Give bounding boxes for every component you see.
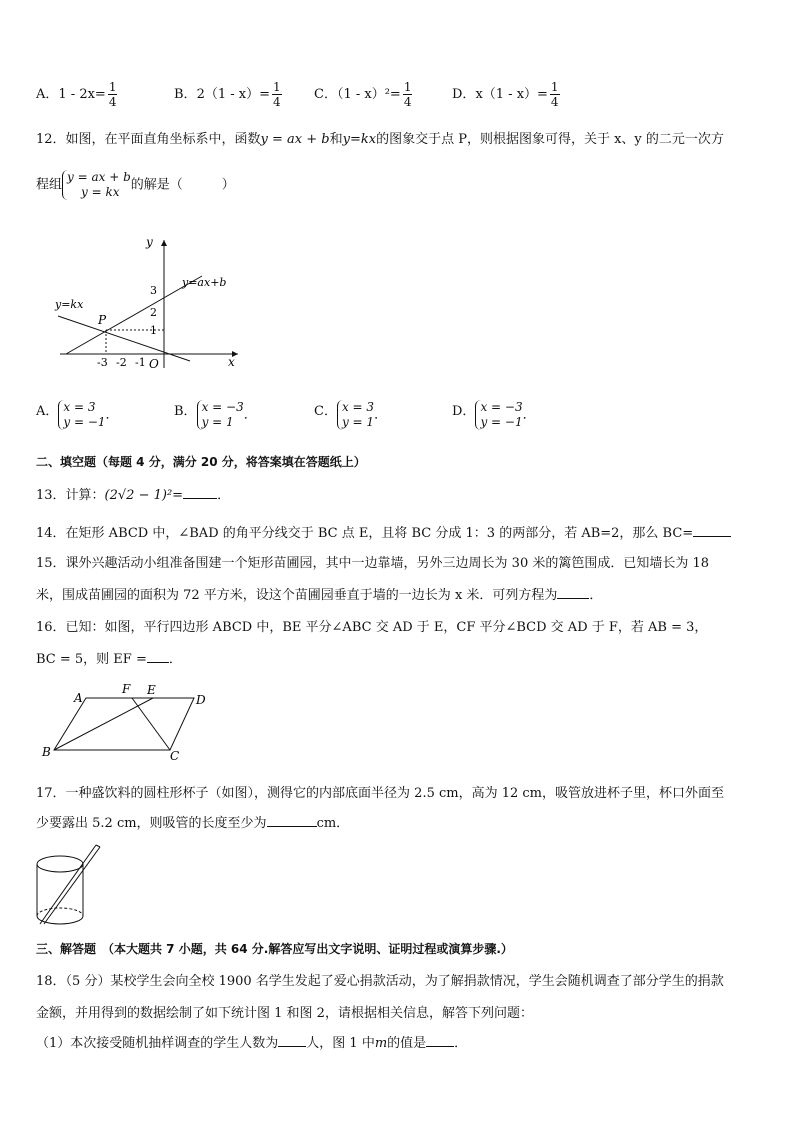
q13-answer-blank[interactable] xyxy=(183,486,217,499)
y-tick-3: 3 xyxy=(150,284,157,297)
x-tick-1: -1 xyxy=(135,356,146,369)
cup-top-ellipse xyxy=(37,856,83,872)
q17-line1: 17．一种盛饮料的圆柱形杯子（如图），测得它的内部底面半径为 2.5 cm，高为 12 cm，吸管放进杯子里，杯口外面至 xyxy=(36,786,725,801)
q17-cup-figure xyxy=(30,840,110,932)
q18-sub1: （1）本次接受随机抽样调查的学生人数为 人，图 1 中m的值是 ． xyxy=(36,1036,468,1051)
q12-option-d: D． x = −3 y = −1 ． xyxy=(452,400,536,429)
straw-edge-2 xyxy=(44,847,100,924)
y-tick-2: 2 xyxy=(150,306,157,319)
y-tick-1: 1 xyxy=(150,324,157,337)
q12-line2: 程组 y = ax + b y = kx 的解是（ ） xyxy=(36,170,235,199)
section3-title: 三、解答题 （本大题共 7 小题，共 64 分.解答应写出文字说明、证明过程或演算步骤.） xyxy=(36,942,513,956)
y-axis-label: y xyxy=(146,235,153,249)
q12-line1: 12．如图，在平面直角坐标系中，函数y = ax + b和y=kx的图象交于点 P，则根据图象可得，关于 x、y 的二元一次方 xyxy=(36,132,724,147)
cup-bottom-front xyxy=(37,916,83,924)
origin-label: O xyxy=(149,357,159,371)
q13: 13．计算：(2√2 − 1)²= ． xyxy=(36,488,231,503)
y-axis-arrow-icon xyxy=(161,240,167,246)
label-d: D xyxy=(196,693,206,707)
q18-line1: 18．（5 分）某校学生会向全校 1900 名学生发起了爱心捐款活动，为了解捐款情况，学生会随机调查了部分学生的捐款 xyxy=(36,974,724,989)
section2-title: 二、填空题（每题 4 分，满分 20 分，将答案填在答题纸上） xyxy=(36,455,366,469)
x-tick-3: -3 xyxy=(97,356,108,369)
q15-answer-blank[interactable] xyxy=(557,586,589,599)
q11-option-a: A．1 - 2x= $\frac{1}{4}$ xyxy=(36,80,117,109)
line-ax-b-label: y=ax+b xyxy=(182,276,227,289)
q14: 14．在矩形 ABCD 中，∠BAD 的角平分线交于 BC 点 E，且将 BC 分成 1：3 的两部分，若 AB=2，那么 BC= xyxy=(36,522,731,541)
q16-figure xyxy=(38,680,218,764)
q16-line1: 16．已知：如图，平行四边形 ABCD 中，BE 平分∠ABC 交 AD 于 E，CF 平分∠BCD 交 AD 于 F，若 AB = 3， xyxy=(36,620,708,635)
q15-line2: 米，围成苗圃园的面积为 72 平方米，设这个苗圃园垂直于墙的一边长为 x 米．可列方程为 ． xyxy=(36,588,603,603)
q14-answer-blank[interactable] xyxy=(693,524,731,537)
q11-option-b: B．2（1 - x）= $\frac{1}{4}$ xyxy=(174,80,281,109)
q16-line2: BC = 5，则 EF = ． xyxy=(36,652,182,667)
q12-option-a: A． x = 3 y = −1 ． xyxy=(36,400,119,429)
cup-bottom-back xyxy=(37,908,83,916)
label-c: C xyxy=(170,749,180,763)
parallelogram xyxy=(54,698,194,750)
point-p-label: P xyxy=(98,313,107,327)
line-kx-label: y=kx xyxy=(55,298,84,311)
q15-line1: 15．课外兴趣活动小组准备围建一个矩形苗圃园，其中一边靠墙，另外三边周长为 30 米的篱笆围成．已知墙长为 18 xyxy=(36,556,710,571)
q18-m-blank[interactable] xyxy=(426,1034,454,1047)
q11-option-c: C．（1 - x）²= $\frac{1}{4}$ xyxy=(314,80,412,109)
label-f: F xyxy=(122,682,131,696)
label-b: B xyxy=(42,745,51,759)
label-a: A xyxy=(74,691,83,705)
straw-end xyxy=(96,845,100,847)
q11-option-d: D．x（1 - x）= $\frac{1}{4}$ xyxy=(452,80,559,109)
x-axis-label: x xyxy=(228,355,235,369)
q18-line2: 金额，并用得到的数据绘制了如下统计图 1 和图 2，请根据相关信息，解答下列问题： xyxy=(36,1006,533,1021)
q12-system: y = ax + b y = kx xyxy=(62,170,131,200)
q12-graph xyxy=(50,232,250,372)
segment-cf xyxy=(132,698,170,750)
q17-line2: 少要露出 5.2 cm，则吸管的长度至少为 cm． xyxy=(36,816,350,831)
q18-count-blank[interactable] xyxy=(278,1034,306,1047)
q16-answer-blank[interactable] xyxy=(147,650,169,663)
x-tick-2: -2 xyxy=(116,356,127,369)
q17-answer-blank[interactable] xyxy=(267,814,317,827)
label-e: E xyxy=(147,683,156,697)
q12-option-c: C． x = 3 y = 1 ． xyxy=(314,400,388,429)
q12-option-b: B． x = −3 y = 1 ． xyxy=(174,400,257,429)
